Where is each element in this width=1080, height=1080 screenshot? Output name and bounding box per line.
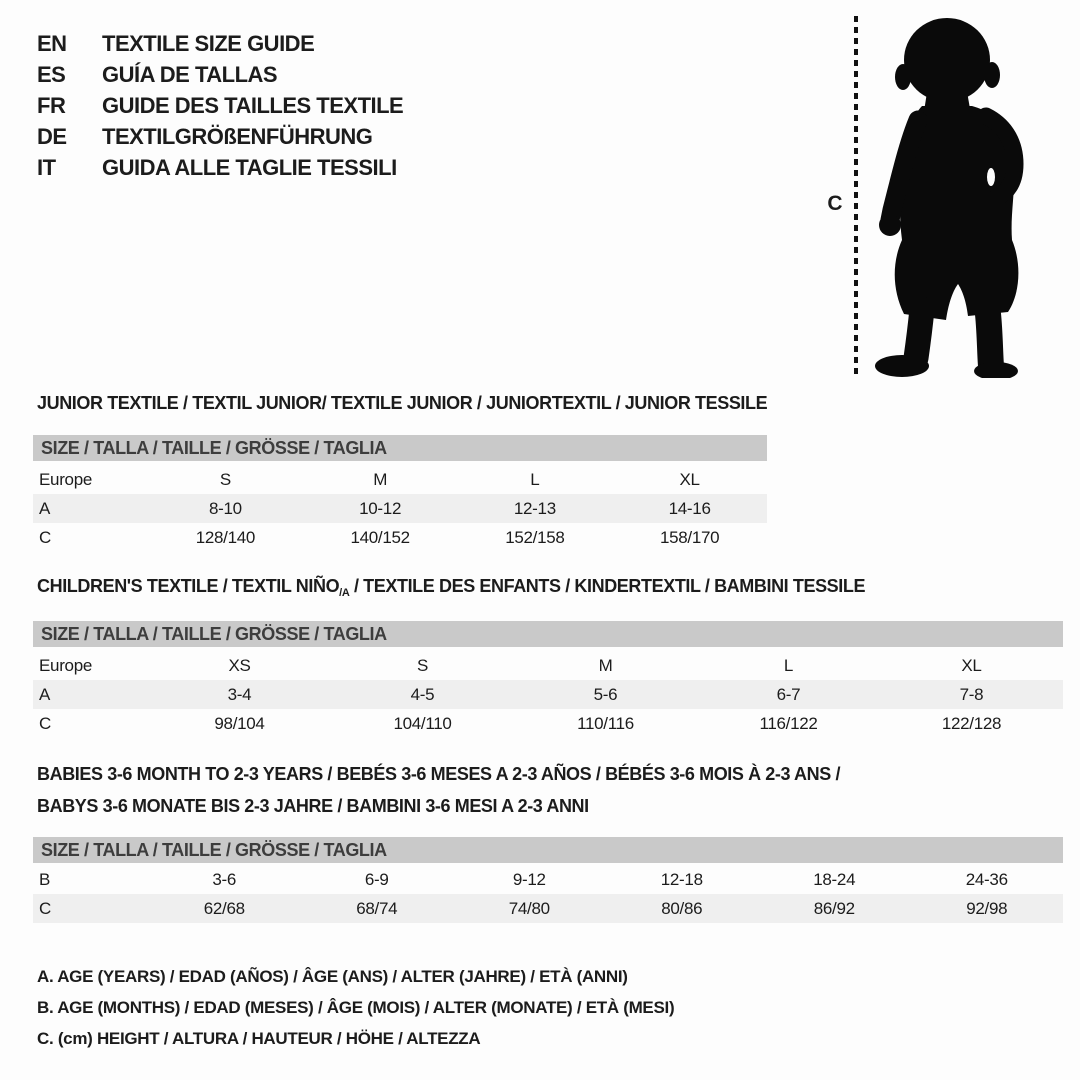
row-label: A — [39, 498, 51, 518]
table-cell: 98/104 — [214, 713, 265, 733]
measurement-legend — [37, 961, 674, 1054]
table-row — [33, 709, 1063, 738]
row-label: C — [39, 898, 51, 918]
table-row — [33, 523, 767, 552]
table-cell: 152/158 — [505, 527, 565, 547]
table-row — [33, 465, 767, 494]
language-list — [37, 28, 403, 183]
legend-line-c: C. (cm) HEIGHT / ALTURA / HAUTEUR / HÖHE / ALTEZZA — [37, 1029, 481, 1048]
row-label: C — [39, 527, 51, 547]
babies-size-header-bar: SIZE / TALLA / TAILLE / GRÖSSE / TAGLIA — [33, 837, 1063, 863]
row-label: B — [39, 869, 51, 889]
language-label: TEXTILGRÖßENFÜHRUNG — [102, 123, 373, 149]
height-measure-dotted-line — [854, 16, 858, 374]
babies-section-heading-line2: BABYS 3-6 MONATE BIS 2-3 JAHRE / BAMBINI 3-6 MESI A 2-3 ANNI — [37, 796, 589, 816]
table-cell: 140/152 — [350, 527, 410, 547]
children-heading-text: / TEXTILE DES ENFANTS / KINDERTEXTIL / BAMBINI TESSILE — [349, 576, 866, 596]
table-row — [33, 894, 1063, 923]
children-section-heading — [37, 576, 865, 599]
table-row — [33, 494, 767, 523]
language-code: IT — [37, 154, 56, 180]
table-cell: 128/140 — [195, 527, 256, 547]
table-cell: 3-6 — [212, 869, 237, 889]
table-cell: 86/92 — [813, 898, 855, 918]
table-cell: 68/74 — [356, 898, 398, 918]
table-cell: 116/122 — [759, 713, 818, 733]
table-cell: 12-18 — [660, 869, 703, 889]
table-cell: 7-8 — [959, 684, 984, 704]
table-cell: M — [598, 655, 613, 675]
table-cell: 8-10 — [208, 498, 242, 518]
table-cell: L — [530, 469, 540, 489]
table-cell: 80/86 — [661, 898, 703, 918]
children-heading-subscript: /A — [339, 587, 350, 599]
language-code: DE — [37, 123, 67, 149]
table-cell: M — [373, 469, 388, 489]
table-cell: 4-5 — [410, 684, 435, 704]
language-row-it — [37, 152, 403, 183]
table-cell: XL — [961, 655, 982, 675]
baby-silhouette-image — [860, 14, 1030, 378]
language-row-es — [37, 59, 403, 90]
table-row — [33, 680, 1063, 709]
table-cell: 5-6 — [593, 684, 618, 704]
table-cell: 110/116 — [577, 713, 634, 733]
table-cell: 24-36 — [965, 869, 1008, 889]
table-cell: 6-9 — [364, 869, 389, 889]
table-cell: 18-24 — [813, 869, 856, 889]
row-label: Europe — [39, 655, 93, 675]
language-code: EN — [37, 30, 67, 56]
language-code: ES — [37, 61, 66, 87]
babies-section-heading-line1: BABIES 3-6 MONTH TO 2-3 YEARS / BEBÉS 3-6 MESES A 2-3 AÑOS / BÉBÉS 3-6 MOIS À 2-3 ANS / — [37, 764, 841, 784]
table-cell: 104/110 — [393, 713, 452, 733]
legend-line-a: A. AGE (YEARS) / EDAD (AÑOS) / ÂGE (ANS) / ALTER (JAHRE) / ETÀ (ANNI) — [37, 967, 628, 986]
language-code: FR — [37, 92, 66, 118]
language-label: GUIDA ALLE TAGLIE TESSILI — [102, 154, 397, 180]
table-row — [33, 651, 1063, 680]
language-row-en — [37, 28, 403, 59]
babies-size-table — [33, 837, 1063, 923]
table-cell: 158/170 — [659, 527, 720, 547]
table-cell: S — [219, 469, 231, 489]
row-label: C — [39, 713, 51, 733]
table-cell: XS — [228, 655, 251, 675]
language-label: GUÍA DE TALLAS — [102, 61, 278, 87]
table-cell: L — [783, 655, 794, 675]
language-row-de — [37, 121, 403, 152]
children-size-header-bar: SIZE / TALLA / TAILLE / GRÖSSE / TAGLIA — [33, 621, 1063, 647]
language-label: TEXTILE SIZE GUIDE — [102, 30, 315, 56]
table-cell: 12-13 — [513, 498, 556, 518]
table-cell: 3-4 — [227, 684, 252, 704]
row-label: Europe — [39, 469, 93, 489]
legend-line-b: B. AGE (MONTHS) / EDAD (MESES) / ÂGE (MOIS) / ALTER (MONATE) / ETÀ (MESI) — [37, 998, 675, 1017]
table-cell: 14-16 — [668, 498, 711, 518]
table-cell: 122/128 — [941, 713, 1002, 733]
junior-section-heading: JUNIOR TEXTILE / TEXTIL JUNIOR/ TEXTILE JUNIOR / JUNIORTEXTIL / JUNIOR TESSILE — [37, 393, 768, 413]
table-cell: 74/80 — [508, 898, 550, 918]
language-label: GUIDE DES TAILLES TEXTILE — [102, 92, 404, 118]
table-cell: 10-12 — [359, 498, 402, 518]
children-heading-text: CHILDREN'S TEXTILE / TEXTIL NIÑO — [37, 576, 340, 596]
table-cell: 62/68 — [203, 898, 245, 918]
children-size-table — [33, 621, 1063, 738]
language-row-fr — [37, 90, 403, 121]
table-row — [33, 865, 1063, 894]
table-cell: 92/98 — [966, 898, 1008, 918]
junior-size-header-bar: SIZE / TALLA / TAILLE / GRÖSSE / TAGLIA — [33, 435, 767, 461]
table-cell: 6-7 — [776, 684, 801, 704]
junior-size-table — [33, 435, 767, 552]
height-measure-label: C — [827, 192, 843, 215]
row-label: A — [39, 684, 51, 704]
table-cell: XL — [679, 469, 700, 489]
table-cell: 9-12 — [512, 869, 546, 889]
table-cell: S — [416, 655, 429, 675]
